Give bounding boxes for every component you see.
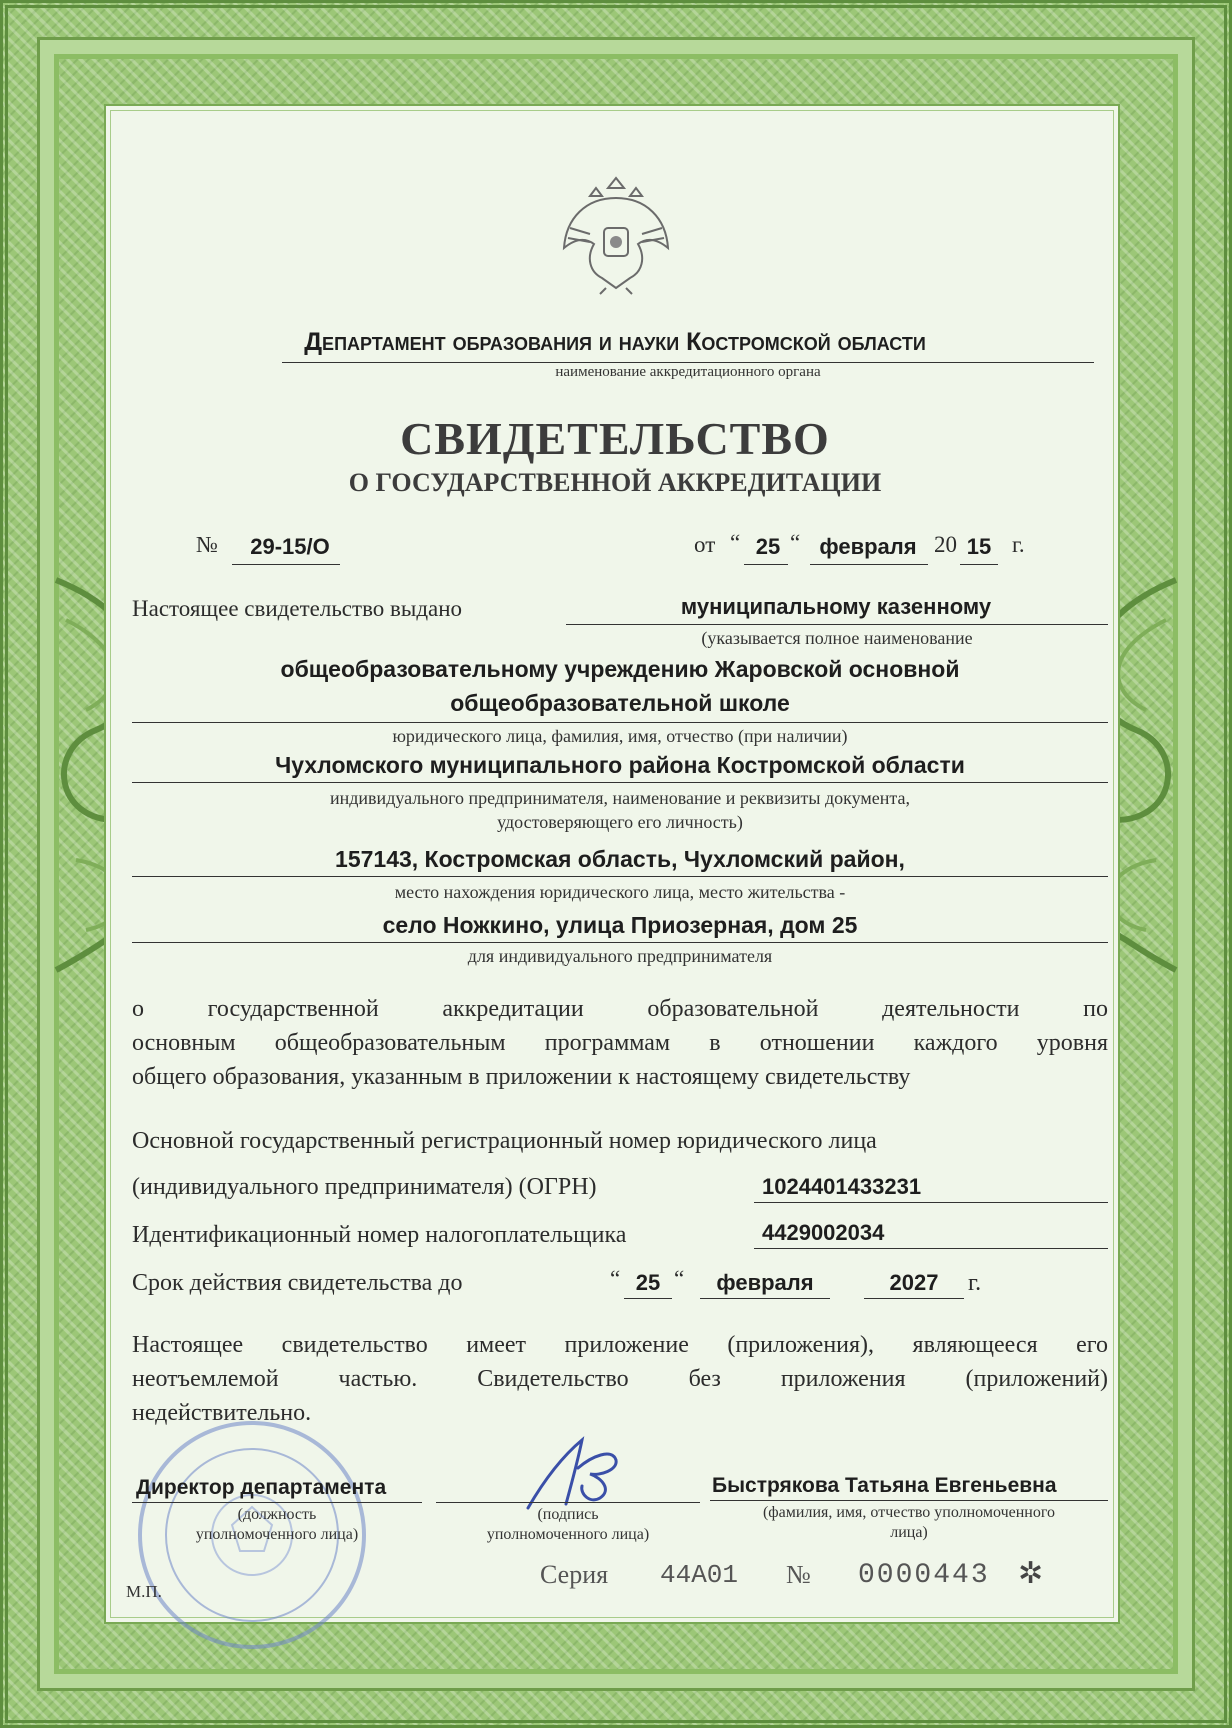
ogrn-value: 1024401433231 bbox=[762, 1174, 922, 1199]
signatory-name: Быстрякова Татьяна Евгеньевна bbox=[712, 1474, 1057, 1497]
appendix-line-2: неотъемлемой частью. Свидетельство без приложения (приложений) bbox=[132, 1366, 1108, 1392]
validity-day-underline bbox=[624, 1298, 672, 1299]
validity-quote-open: “ bbox=[610, 1266, 621, 1291]
name-underline bbox=[710, 1500, 1108, 1501]
sign-caption-1: (подпись bbox=[537, 1506, 599, 1523]
issued-line-3: общеобразовательной школе bbox=[450, 690, 790, 716]
issued-caption-3a: индивидуального предпринимателя, наименование и реквизиты документа, bbox=[330, 788, 910, 808]
issued-underline-6 bbox=[132, 942, 1108, 943]
stamp-place-label: М.П. bbox=[126, 1582, 162, 1601]
issued-line-6: село Ножкино, улица Приозерная, дом 25 bbox=[382, 912, 858, 938]
validity-month: февраля bbox=[716, 1270, 814, 1295]
validity-day: 25 bbox=[635, 1270, 661, 1295]
appendix-line-3: недействительно. bbox=[132, 1400, 312, 1426]
series-number: 0000443 bbox=[858, 1560, 990, 1591]
number-label: № bbox=[196, 532, 218, 557]
name-caption-1: (фамилия, имя, отчество уполномоченного bbox=[762, 1504, 1056, 1521]
issued-caption-2: юридического лица, фамилия, имя, отчество (при наличии) bbox=[392, 726, 848, 746]
validity-unit: г. bbox=[968, 1270, 982, 1296]
name-caption-2: лица) bbox=[890, 1524, 928, 1541]
sign-caption-2: уполномоченного лица) bbox=[486, 1526, 650, 1543]
number-underline bbox=[232, 564, 340, 565]
position-underline bbox=[132, 1502, 422, 1503]
issued-line-1: муниципальному казенному bbox=[680, 594, 992, 619]
accreditation-line-1: о государственной аккредитации образовательной деятельности по bbox=[132, 996, 1108, 1022]
date-month-underline bbox=[810, 564, 928, 565]
issued-underline-3 bbox=[132, 722, 1108, 723]
accreditation-line-3: общего образования, указанным в приложении к настоящему свидетельству bbox=[132, 1064, 911, 1090]
issued-label: Настоящее свидетельство выдано bbox=[132, 596, 463, 621]
appendix-line-1: Настоящее свидетельство имеет приложение (приложения), являющееся его bbox=[132, 1332, 1108, 1358]
department-caption: наименование аккредитационного органа bbox=[555, 364, 821, 380]
series-mark-icon: ✲ bbox=[1018, 1557, 1044, 1590]
issued-underline-5 bbox=[132, 876, 1108, 877]
inn-label: Идентификационный номер налогоплательщика bbox=[132, 1222, 627, 1248]
issued-caption-5: для индивидуального предпринимателя bbox=[467, 946, 773, 966]
date-month: февраля bbox=[819, 534, 917, 559]
inn-underline bbox=[754, 1248, 1108, 1249]
accreditation-line-2: основным общеобразовательным программам в отношении каждого уровня bbox=[132, 1030, 1108, 1056]
ogrn-label-1: Основной государственный регистрационный номер юридического лица bbox=[132, 1128, 877, 1154]
validity-year-underline bbox=[864, 1298, 964, 1299]
department-underline bbox=[282, 362, 1094, 363]
issued-underline-1 bbox=[566, 624, 1108, 625]
series-value: 44А01 bbox=[660, 1560, 739, 1590]
inn-value: 4429002034 bbox=[762, 1220, 885, 1245]
issued-caption-4: место нахождения юридического лица, место жительства - bbox=[394, 882, 846, 902]
signatory-position: Директор департамента bbox=[136, 1476, 387, 1499]
date-year-underline bbox=[960, 564, 998, 565]
certificate-number: 29-15/О bbox=[250, 534, 330, 559]
issued-line-5: 157143, Костромская область, Чухломский район, bbox=[335, 846, 905, 872]
date-day: 25 bbox=[755, 534, 781, 559]
quote-open: “ bbox=[730, 530, 741, 555]
certificate-title: СВИДЕТЕЛЬСТВО bbox=[400, 413, 830, 464]
ogrn-underline bbox=[754, 1202, 1108, 1203]
department-name: Департамент образования и науки Костромской области bbox=[304, 328, 926, 356]
date-year-unit: г. bbox=[1012, 532, 1025, 557]
issued-caption-1: (указывается полное наименование bbox=[701, 628, 973, 648]
validity-label: Срок действия свидетельства до bbox=[132, 1270, 463, 1296]
coat-of-arms-icon bbox=[556, 168, 676, 296]
date-prefix: от bbox=[694, 532, 716, 557]
series-label: Серия bbox=[540, 1560, 609, 1589]
position-caption-1: (должность bbox=[237, 1506, 317, 1523]
issued-caption-3b: удостоверяющего его личность) bbox=[497, 812, 743, 832]
signature-underline bbox=[436, 1502, 700, 1503]
signature-mark bbox=[520, 1420, 640, 1520]
issued-line-2: общеобразовательному учреждению Жаровской основной bbox=[280, 656, 960, 682]
validity-quote-close: “ bbox=[674, 1266, 685, 1291]
issued-underline-4 bbox=[132, 782, 1108, 783]
date-year-prefix: 20 bbox=[934, 532, 957, 557]
validity-year: 2027 bbox=[889, 1270, 939, 1295]
series-number-label: № bbox=[786, 1560, 811, 1589]
ogrn-label-2: (индивидуального предпринимателя) (ОГРН) bbox=[132, 1174, 597, 1200]
certificate-subtitle: О ГОСУДАРСТВЕННОЙ АККРЕДИТАЦИИ bbox=[348, 468, 882, 497]
validity-month-underline bbox=[700, 1298, 830, 1299]
position-caption-2: уполномоченного лица) bbox=[195, 1526, 359, 1543]
date-year-suffix: 15 bbox=[966, 534, 992, 559]
date-day-underline bbox=[744, 564, 788, 565]
quote-close: “ bbox=[790, 530, 801, 555]
issued-line-4: Чухломского муниципального района Костромской области bbox=[275, 752, 965, 778]
